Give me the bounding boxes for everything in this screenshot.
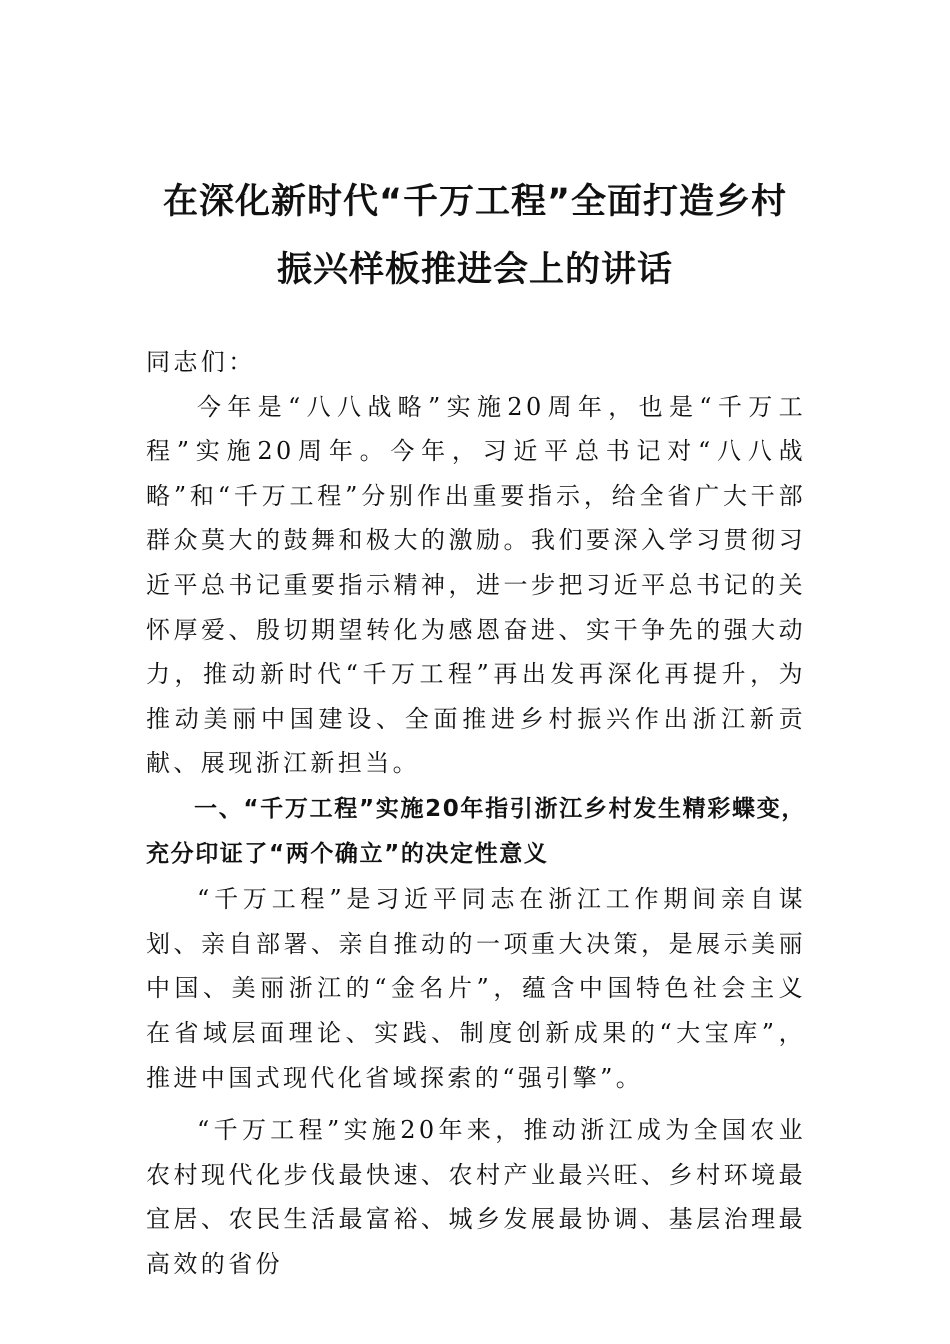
section-heading-1: 一、“千万工程”实施20年指引浙江乡村发生精彩蝶变，充分印证了“两个确立”的决定性意义 [146,795,806,867]
document-title [120,168,830,304]
paragraph-section1-2: “千万工程”实施20年来，推动浙江成为全国农业农村现代化步伐最快速、农村产业最兴旺、乡村环境最宜居、农民生活最富裕、城乡发展最协调、基层治理最高效的省份 [146,1116,806,1278]
title-line-1: 在深化新时代“千万工程”全面打造乡村 [162,182,787,222]
paragraph-section1-1: “千万工程”是习近平同志在浙江工作期间亲自谋划、亲自部署、亲自推动的一项重大决策，是展示美丽中国、美丽浙江的“金名片”，蕴含中国特色社会主义在省域层面理论、实践、制度创新成果的“大宝库”，推进中国式现代化省域探索的“强引擎”。 [146,885,806,1092]
paragraph-intro: 今年是“八八战略”实施20周年，也是“千万工程”实施20周年。今年，习近平总书记对“八八战略”和“千万工程”分别作出重要指示，给全省广大干部群众莫大的鼓舞和极大的激励。我们要深入学习贯彻习近平总书记重要指示精神，进一步把习近平总书记的关怀厚爱、殷切期望转化为感恩奋进、实干争先的强大动力，推动新时代“千万工程”再出发再深化再提升，为推动美丽中国建设、全面推进乡村振兴作出浙江新贡献、展现浙江新担当。 [146,392,806,778]
salutation: 同志们： [146,348,256,376]
title-line-2: 振兴样板推进会上的讲话 [276,250,673,290]
document-body [146,340,806,1286]
